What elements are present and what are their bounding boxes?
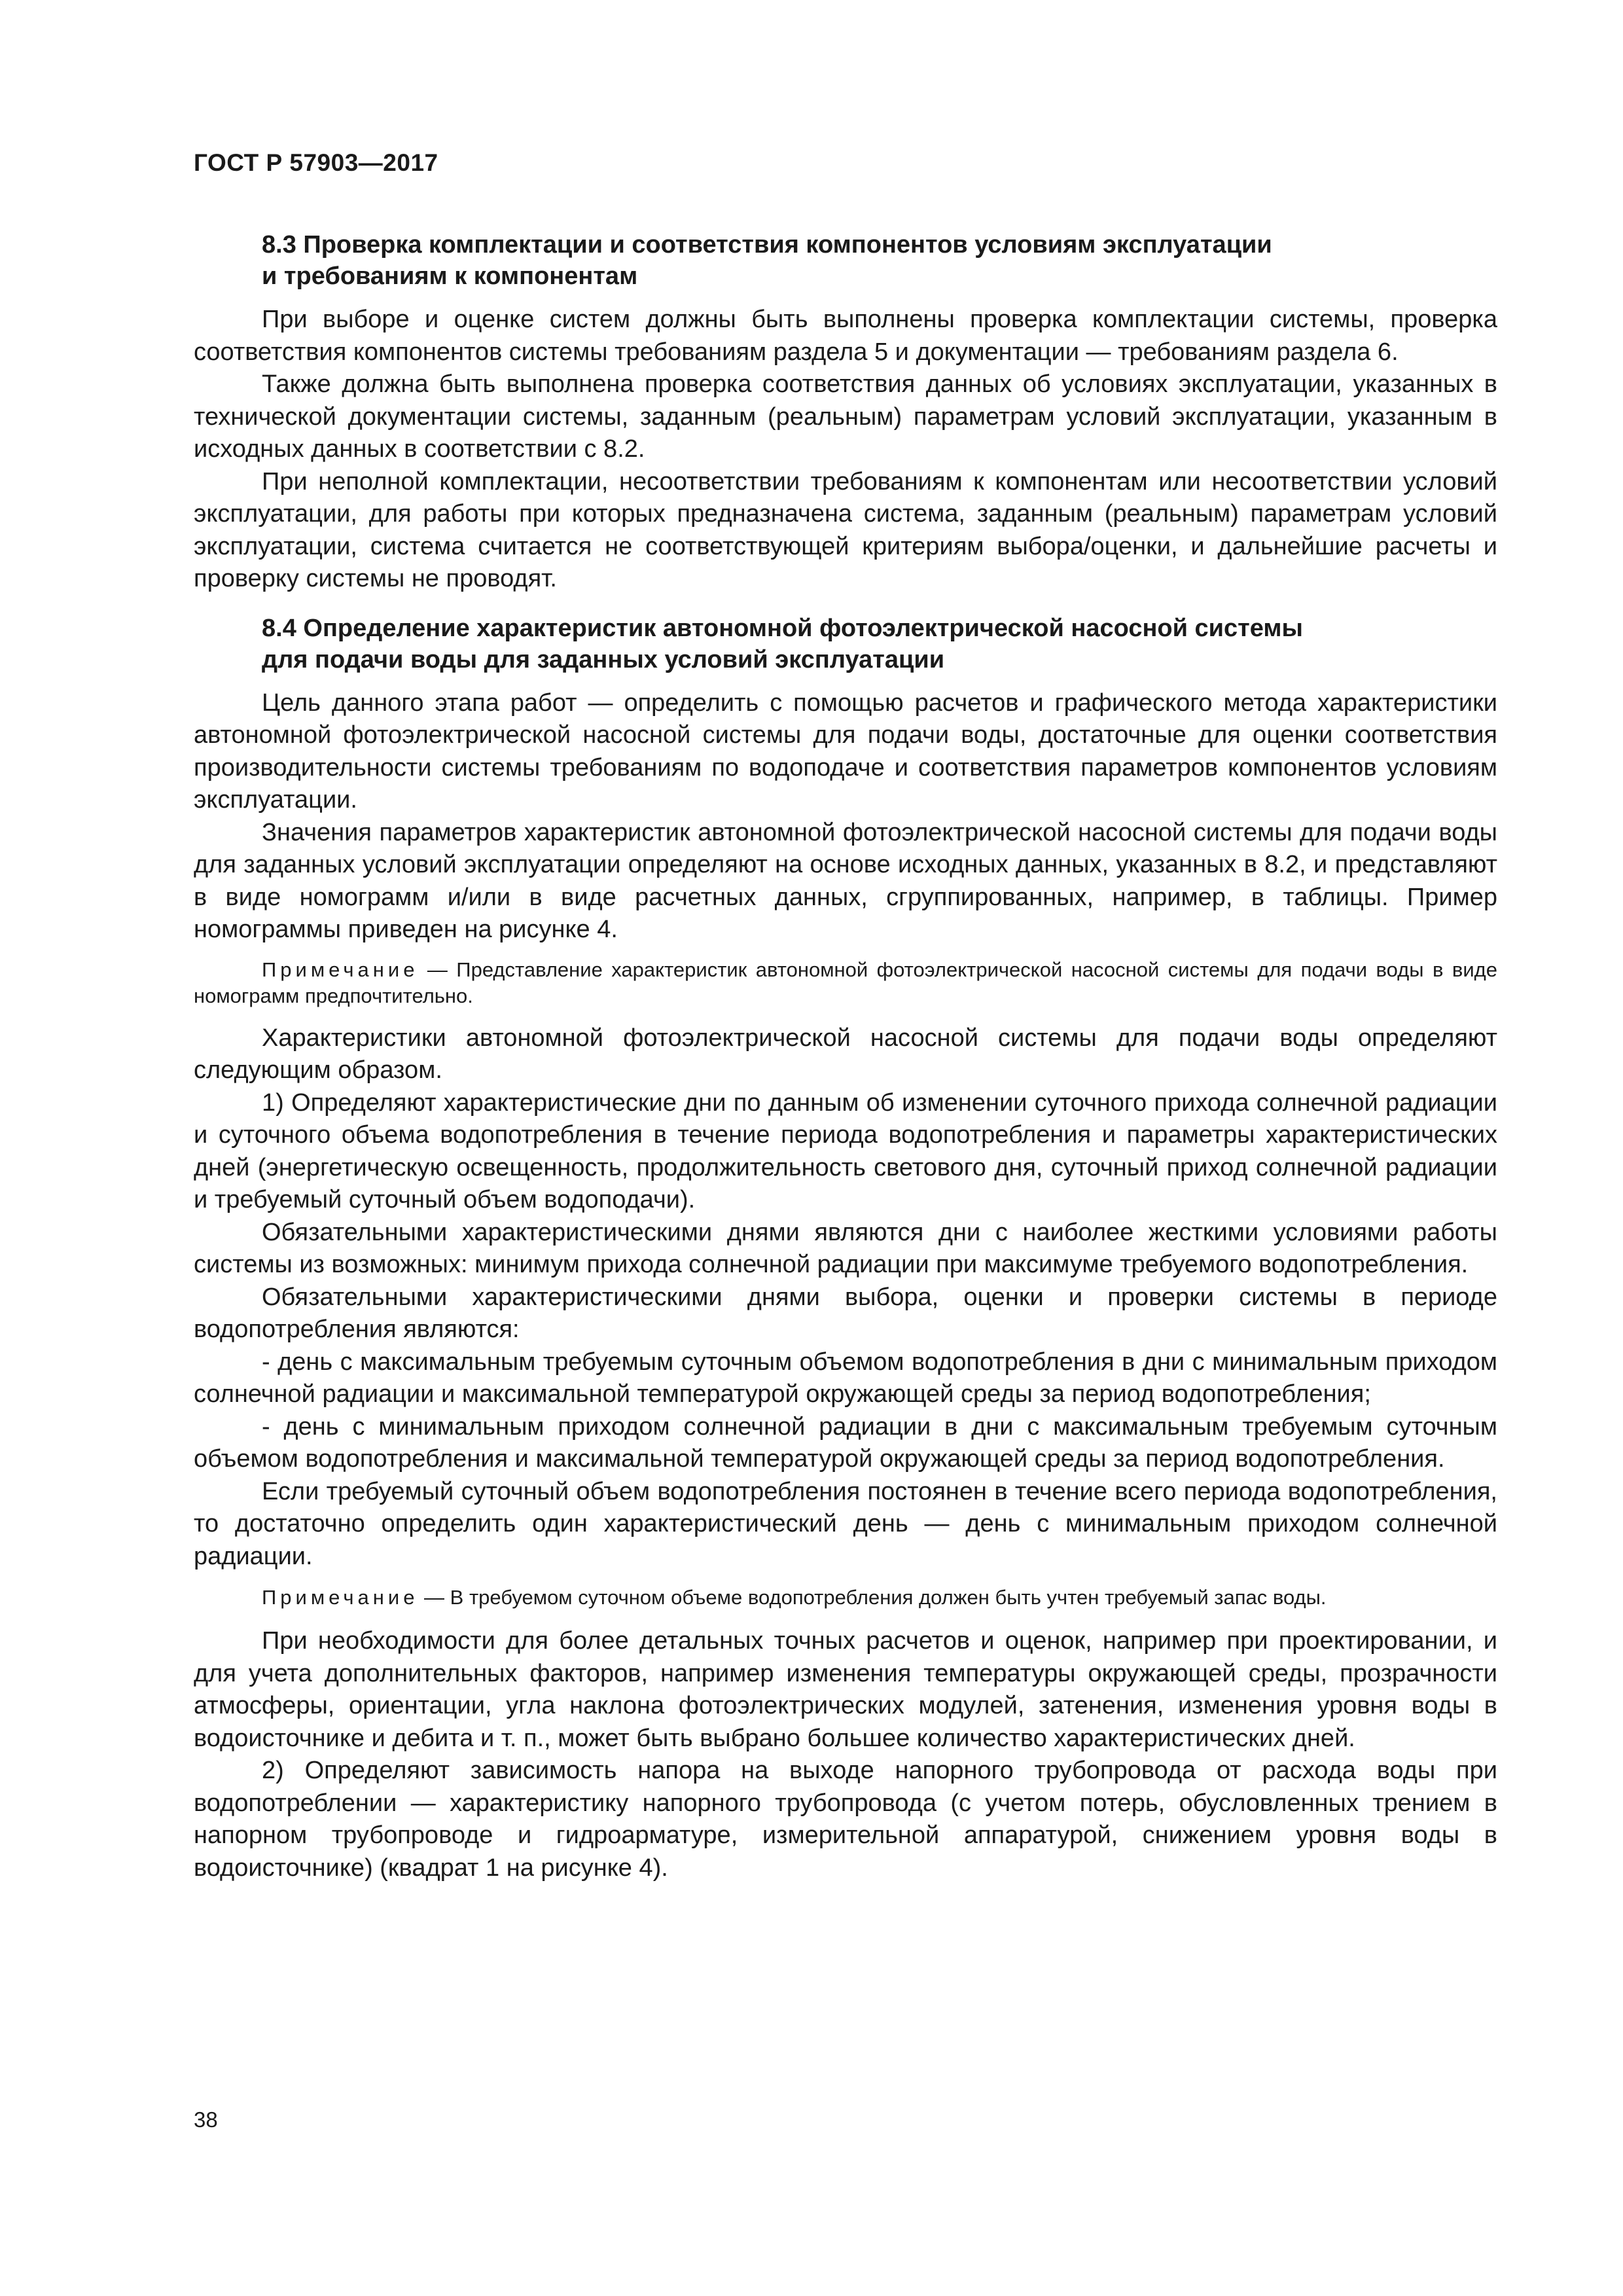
note-label: Примечание <box>262 1586 419 1609</box>
paragraph: При выборе и оценке систем должны быть выполнены проверка комплектации системы, проверка соответствия компонентов системы требованиям раздела 5 и документации — требованиям раздела 6. <box>194 306 1497 366</box>
paragraph: Значения параметров характеристик автономной фотоэлектрической насосной системы для подачи воды для заданных условий эксплуатации определяют на основе исходных данных, указанных в 8.2, и представляют в виде номограмм и/или в виде расчетных данных, сгруппированных, например, в таблицы. Пример номограммы приведен на рисунке 4. <box>194 818 1497 943</box>
paragraph: При необходимости для более детальных точных расчетов и оценок, например при проектировании, и для учета дополнительных факторов, например изменения температуры окружающей среды, прозрачности атмосферы, ориентации, угла наклона фотоэлектрических модулей, затенения, изменения уровня воды в водоисточнике и дебита и т. п., может быть выбрано большее количество характеристических дней. <box>194 1627 1497 1752</box>
paragraph: 1) Определяют характеристические дни по данным об изменении суточного прихода солнечной радиации и суточного объема водопотребления в течение периода водопотребления и параметры характеристических дней (энергетическую освещенность, продолжительность светового дня, суточный приход солнечной радиации и требуемый суточный объем водоподачи). <box>194 1088 1497 1213</box>
section-8-3-heading-line2: и требованиям к компонентам <box>262 262 638 290</box>
note-text: — В требуемом суточном объеме водопотребления должен быть учтен требуемый запас воды. <box>418 1586 1327 1609</box>
list-item: - день с минимальным приходом солнечной радиации в дни с максимальным требуемым суточным объемом водопотребления и максимальной температурой окружающей среды за период водопотребления. <box>194 1412 1497 1473</box>
paragraph: Обязательными характеристическими днями выбора, оценки и проверки системы в периоде водопотребления являются: <box>194 1283 1497 1343</box>
paragraph: Также должна быть выполнена проверка соответствия данных об условиях эксплуатации, указанных в технической документации системы, заданным (реальным) параметрам условий эксплуатации, указанным в исходных данных в соответствии с 8.2. <box>194 370 1497 463</box>
section-8-4-heading <box>194 613 1497 675</box>
list-item: - день с максимальным требуемым суточным объемом водопотребления в дни с минимальным приходом солнечной радиации и максимальной температурой окружающей среды за период водопотребления; <box>194 1348 1497 1408</box>
note-text: — Представление характеристик автономной фотоэлектрической насосной системы для подачи воды в виде номограмм предпочтительно. <box>194 958 1497 1007</box>
paragraph: При неполной комплектации, несоответствии требованиям к компонентам или несоответствии условий эксплуатации, для работы при которых предназначена система, заданным (реальным) параметрам условий эксплуатации, система считается не соответствующей критериям выбора/оценки, и дальнейшие расчеты и проверку системы не проводят. <box>194 467 1497 592</box>
note-label: Примечание <box>262 958 419 981</box>
section-8-4-heading-line1: 8.4 Определение характеристик автономной фотоэлектрической насосной системы <box>262 614 1303 642</box>
paragraph: 2) Определяют зависимость напора на выходе напорного трубопровода от расхода воды при водопотреблении — характеристику напорного трубопровода (с учетом потерь, обусловленных трением в напорном трубопроводе и гидроарматуре, измерительной аппаратурой, снижением уровня воды в водоисточнике) (квадрат 1 на рисунке 4). <box>194 1757 1497 1882</box>
page-content <box>194 229 1497 1884</box>
paragraph: Характеристики автономной фотоэлектрической насосной системы для подачи воды определяют следующим образом. <box>194 1024 1497 1084</box>
note-2 <box>194 1585 1497 1611</box>
section-8-4-heading-line2: для подачи воды для заданных условий эксплуатации <box>262 645 945 673</box>
document-code-header: ГОСТ Р 57903—2017 <box>194 149 438 176</box>
section-8-3-heading-line1: 8.3 Проверка комплектации и соответствия компонентов условиям эксплуатации <box>262 231 1272 259</box>
section-8-3-heading <box>194 229 1497 292</box>
note-1 <box>194 957 1497 1009</box>
paragraph: Обязательными характеристическими днями являются дни с наиболее жесткими условиями работы системы из возможных: минимум прихода солнечной радиации при максимуме требуемого водопотребления. <box>194 1218 1497 1278</box>
paragraph: Цель данного этапа работ — определить с помощью расчетов и графического метода характеристики автономной фотоэлектрической насосной системы для подачи воды, достаточные для оценки соответствия производительности системы требованиям по водоподаче и соответствия параметров компонентов условиям эксплуатации. <box>194 689 1497 814</box>
paragraph: Если требуемый суточный объем водопотребления постоянен в течение всего периода водопотребления, то достаточно определить один характеристический день — день с минимальным приходом солнечной радиации. <box>194 1477 1497 1570</box>
page-number: 38 <box>194 2108 218 2132</box>
